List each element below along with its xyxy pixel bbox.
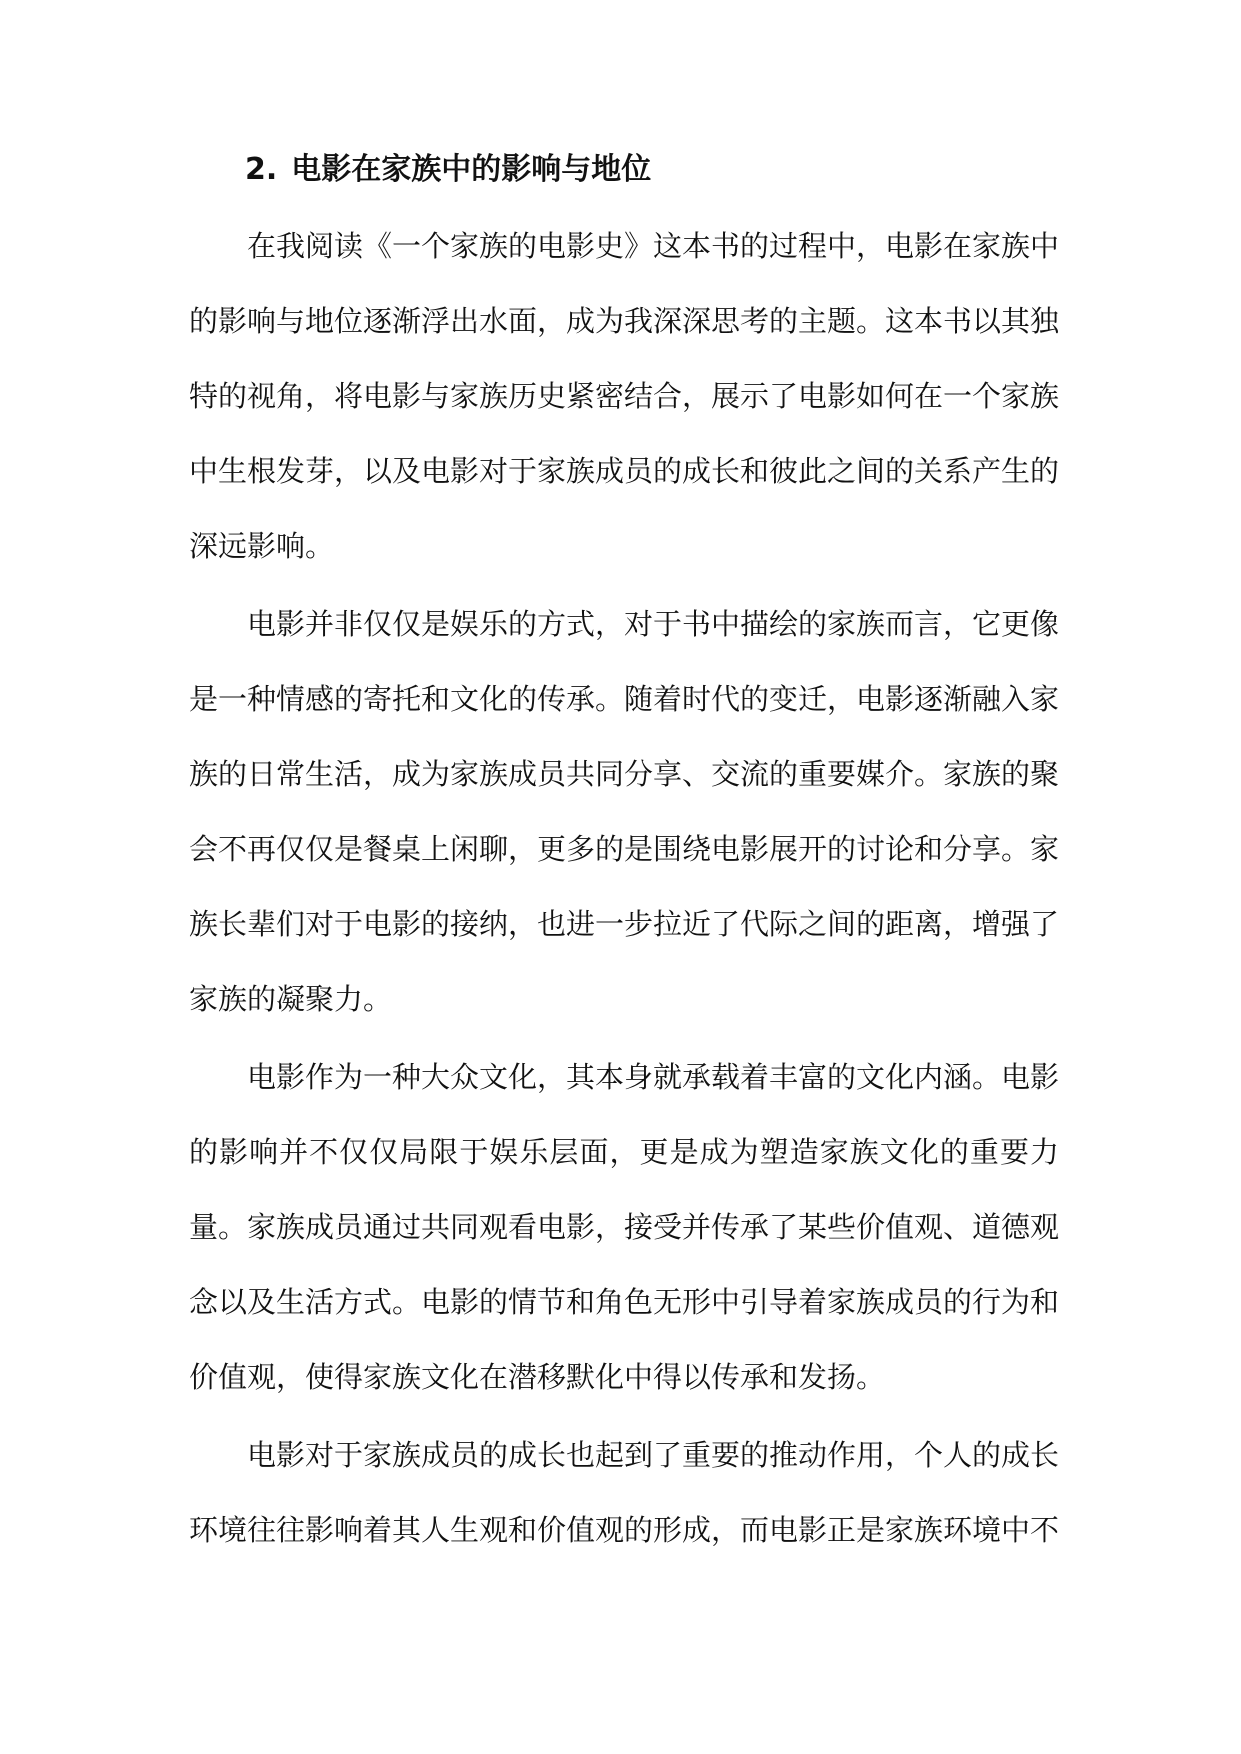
section-title: 电影在家族中的影响与地位 xyxy=(291,152,652,187)
paragraph: 电影作为一种大众文化，其本身就承载着丰富的文化内涵。电影的影响并不仅仅局限于娱乐层面，更是成为塑造家族文化的重要力量。家族成员通过共同观看电影，接受并传承了某些价值观、道德观念以及生活方式。电影的情节和角色无形中引导着家族成员的行为和价值观，使得家族文化在潜移默化中得以传承和发扬。 xyxy=(189,1060,1060,1394)
section-heading xyxy=(245,150,651,190)
paragraph: 电影并非仅仅是娱乐的方式，对于书中描绘的家族而言，它更像是一种情感的寄托和文化的传承。随着时代的变迁，电影逐渐融入家族的日常生活，成为家族成员共同分享、交流的重要媒介。家族的聚会不再仅仅是餐桌上闲聊，更多的是围绕电影展开的讨论和分享。家族长辈们对于电影的接纳，也进一步拉近了代际之间的距离，增强了家族的凝聚力。 xyxy=(189,607,1060,1016)
paragraph: 在我阅读《一个家族的电影史》这本书的过程中，电影在家族中的影响与地位逐渐浮出水面，成为我深深思考的主题。这本书以其独特的视角，将电影与家族历史紧密结合，展示了电影如何在一个家族中生根发芽，以及电影对于家族成员的成长和彼此之间的关系产生的深远影响。 xyxy=(189,229,1060,563)
section-number: 2. xyxy=(245,152,278,187)
paragraph: 电影对于家族成员的成长也起到了重要的推动作用，个人的成长环境往往影响着其人生观和价值观的形成，而电影正是家族环境中不 xyxy=(189,1438,1060,1547)
